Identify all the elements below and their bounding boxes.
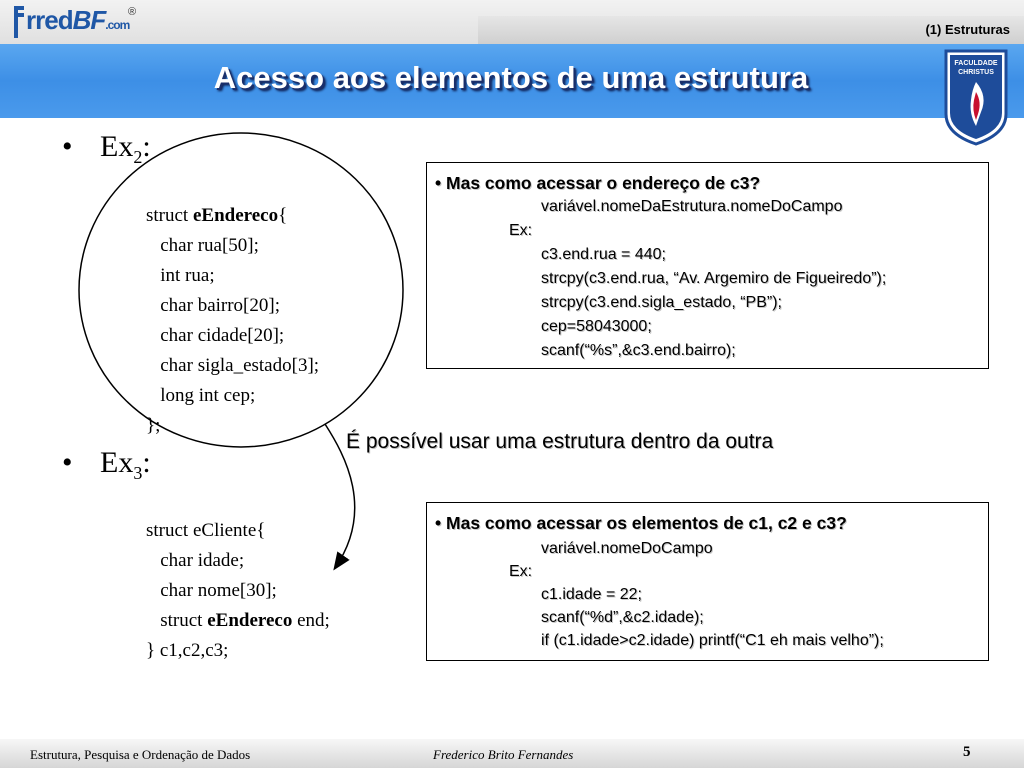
bullet-ex2: $Ex_2$: — [100, 130, 151, 167]
page-title: Acesso aos elementos de uma estrutura — [213, 60, 809, 95]
code-line: struct eCliente{ — [146, 520, 266, 541]
code-line: char bairro[20]; — [146, 295, 280, 316]
logo-text: rredBF.com — [26, 5, 130, 35]
box-line: Ex: — [509, 222, 533, 239]
svg-text:FACULDADE: FACULDADE — [954, 60, 998, 67]
code-line: char idade; — [146, 550, 245, 571]
code-line: char cidade[20]; — [146, 325, 285, 346]
box-heading: • Mas como acessar o endereço de c3? — [435, 173, 761, 193]
info-box-c1-c2-c3 — [426, 502, 989, 661]
box-line: variável.nomeDaEstrutura.nomeDoCampo — [541, 198, 843, 215]
info-box-c3-address — [426, 162, 989, 369]
code-line: } c1,c2,c3; — [146, 640, 229, 661]
bullet-ex3: $Ex_3$: — [100, 446, 151, 483]
box-line: strcpy(c3.end.rua, “Av. Argemiro de Figueiredo”); — [541, 270, 887, 287]
box-line: Ex: — [509, 563, 533, 580]
section-label: (1) Estruturas — [925, 22, 1010, 37]
code-line: struct eEndereco{ — [146, 205, 288, 226]
footer-author: Frederico Brito Fernandes — [433, 747, 574, 762]
bullet-dot: • — [62, 446, 73, 479]
box-line: strcpy(c3.end.sigla_estado, “PB”); — [541, 294, 782, 311]
logo-registered-mark: ® — [128, 6, 137, 18]
code-line: }; — [146, 415, 161, 436]
box-line: scanf(“%s”,&c3.end.bairro); — [541, 342, 736, 359]
page-number: 5 — [963, 744, 971, 760]
box-line: c1.idade = 22; — [541, 586, 642, 603]
code-line: char sigla_estado[3]; — [146, 355, 320, 376]
code-line: long int cep; — [146, 385, 256, 406]
box-line: cep=58043000; — [541, 318, 652, 335]
svg-text:CHRISTUS: CHRISTUS — [958, 69, 994, 76]
footer-course-title: Estrutura, Pesquisa e Ordenação de Dados — [30, 747, 251, 762]
box-line: variável.nomeDoCampo — [541, 540, 713, 557]
box-heading: • Mas como acessar os elementos de c1, c2 e c3? — [435, 513, 847, 533]
box-line: scanf(“%d”,&c2.idade); — [541, 609, 704, 626]
code-line: struct eEndereco end; — [146, 610, 330, 631]
code-line: char rua[50]; — [146, 235, 259, 256]
bullet-dot: • — [62, 130, 73, 163]
nesting-note: É possível usar uma estrutura dentro da outra — [346, 430, 774, 453]
box-line: c3.end.rua = 440; — [541, 246, 666, 263]
code-line: char nome[30]; — [146, 580, 277, 601]
highlight-circle — [79, 133, 403, 447]
box-line: if (c1.idade>c2.idade) printf(“C1 eh mais velho”); — [541, 632, 884, 649]
code-line: int rua; — [146, 265, 215, 286]
